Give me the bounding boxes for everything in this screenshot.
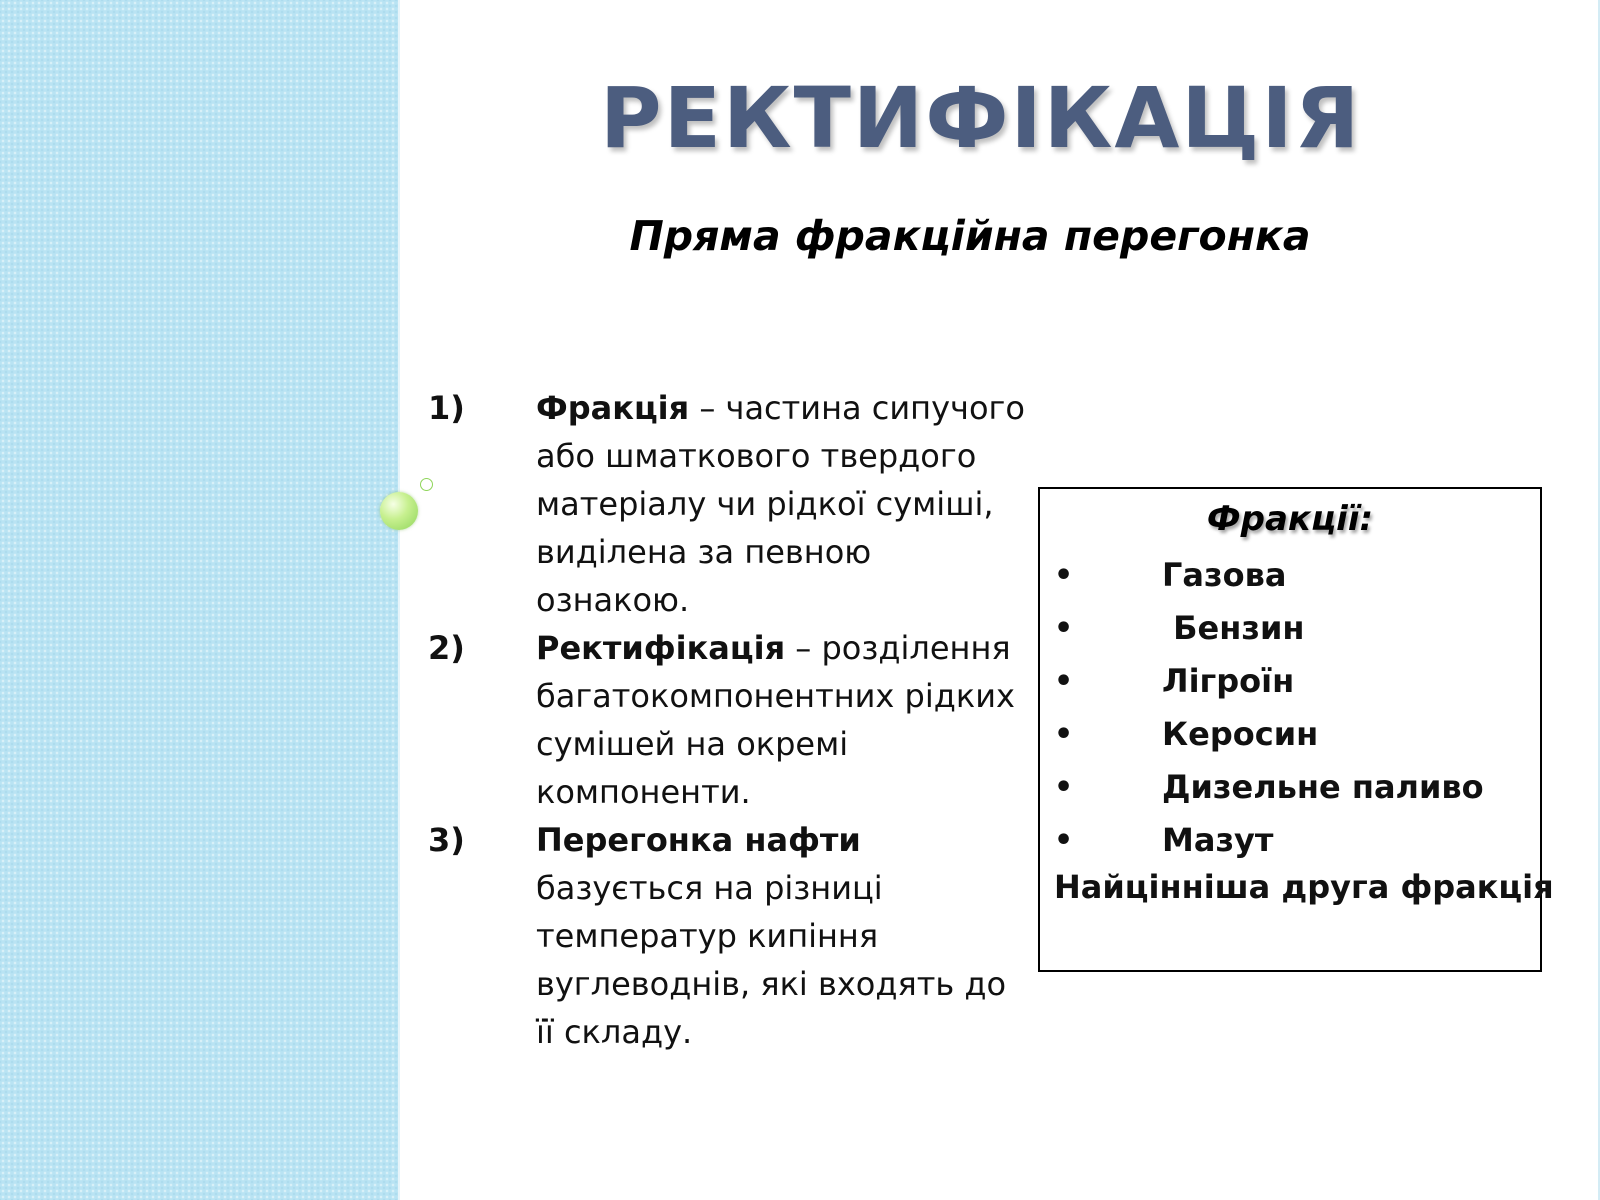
- decorative-side-panel: [0, 0, 398, 1200]
- fraction-label: Мазут: [1162, 821, 1274, 859]
- bullet-icon: •: [1054, 611, 1074, 646]
- definition-number: 1): [428, 389, 465, 427]
- fractions-heading: Фракції:: [1206, 499, 1374, 539]
- bullet-icon: •: [1054, 664, 1074, 699]
- definitions-list: [428, 384, 1028, 1056]
- definition-text: – розділення багатокомпонентних рідких сумішей на окремі компоненти.: [536, 629, 1015, 811]
- fraction-label: Керосин: [1162, 715, 1319, 753]
- fraction-label: Лігроїн: [1162, 662, 1295, 700]
- bullet-icon: •: [1054, 823, 1074, 858]
- definition-text: – частина сипучого або шматкового твердого матеріалу чи рідкої суміші, виділена за певною ознакою.: [536, 389, 1025, 619]
- definition-text: базується на різниці температур кипіння вуглеводнів, які входять до її складу.: [536, 869, 1007, 1051]
- green-bubble-icon: [380, 492, 418, 530]
- definition-number: 3): [428, 821, 465, 859]
- fraction-label: Дизельне паливо: [1162, 768, 1484, 806]
- definition-item: [428, 384, 1028, 624]
- definition-term: Ректифікація: [536, 629, 786, 667]
- fractions-box: [1038, 487, 1554, 972]
- side-panel-edge: [398, 0, 400, 1200]
- definition-item: [428, 816, 1028, 1056]
- fraction-item: [1054, 814, 1484, 867]
- bullet-icon: •: [1054, 558, 1074, 593]
- fraction-label: Бензин: [1162, 609, 1305, 647]
- fraction-item: [1054, 549, 1484, 602]
- bullet-icon: •: [1054, 770, 1074, 805]
- fraction-item: [1054, 655, 1484, 708]
- fraction-item: [1054, 761, 1484, 814]
- fraction-item: [1054, 708, 1484, 761]
- definition-term: Перегонка нафти: [536, 821, 861, 859]
- slide-subtitle: Пряма фракційна перегонка: [629, 212, 1311, 260]
- fractions-list: [1054, 549, 1484, 867]
- bullet-icon: •: [1054, 717, 1074, 752]
- definition-number: 2): [428, 629, 465, 667]
- fraction-item: [1054, 602, 1484, 655]
- fractions-note: Найцінніша друга фракція: [1054, 868, 1554, 906]
- definition-term: Фракція: [536, 389, 690, 427]
- fraction-label: Газова: [1162, 556, 1287, 594]
- slide-title: РЕКТИФІКАЦІЯ: [600, 69, 1362, 167]
- definition-item: [428, 624, 1028, 816]
